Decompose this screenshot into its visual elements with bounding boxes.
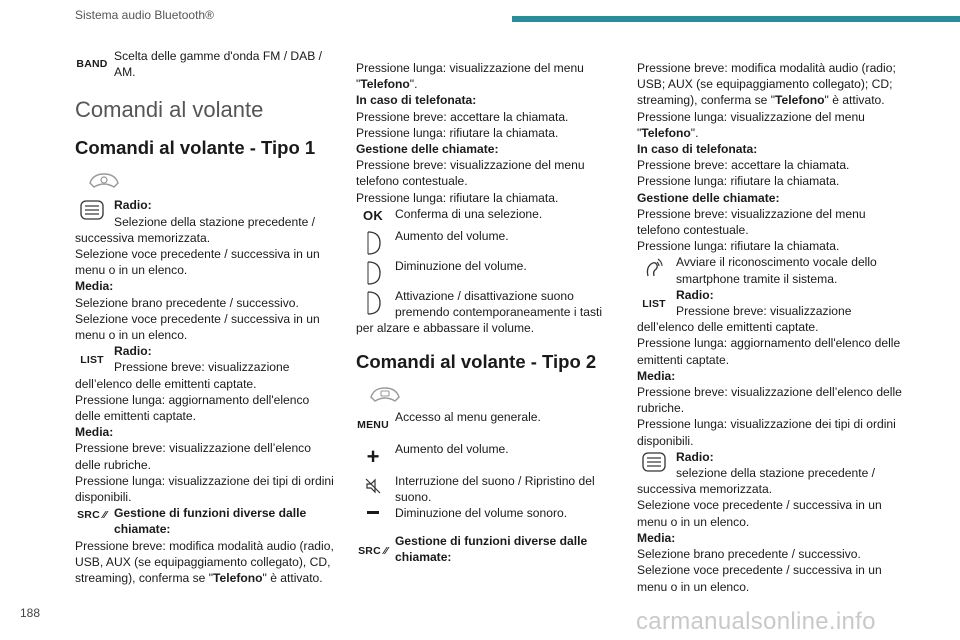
- paddle-mute-icon: [356, 288, 390, 318]
- volume-up-entry: Aumento del volume.: [356, 228, 618, 258]
- src-icon: SRC ⁄⁄: [358, 545, 388, 558]
- paddle-up-icon: [356, 228, 390, 258]
- src2-entry: SRC ⁄⁄ Gestione di funzioni diverse dalle chiamate:: [356, 533, 618, 565]
- volume-down-entry: Diminuzione del volume.: [356, 258, 618, 288]
- radio-entry: Radio: selezione della stazione precedente / successiva memorizzata. Selezione voce precedente / successiva in un menu o in un elenco. Media: Selezione brano precedente / successivo. Selezione voce precedente / successiva in un menu o in un elenco.: [637, 449, 882, 594]
- ok-entry: OK Conferma di una selezione.: [356, 206, 618, 222]
- section-title: Comandi al volante: [75, 97, 264, 123]
- list-icon: LIST: [642, 297, 666, 310]
- list-entry: LIST Radio: Pressione breve: visualizzazione dell’elenco delle emittenti captate. Pressione lunga: aggiornamento dell'elenco delle emittenti captate. Media: Pressione breve: visualizzazione dell’elenco delle rubriche. Pressione lunga: visualizzazione dei tipi di ordini disponibili.: [75, 344, 334, 505]
- column-3: Pressione breve: modifica modalità audio (radio; USB; AUX (se equipaggiamento collegato); CD; streaming), conferma se "Telefono" è attivato. Pressione lunga: visualizzazione del menu "Telefono". In caso di telefonata: Pressione breve: accettare la chiamata. Pressione lunga: rifiutare la chiamata. Gestione delle chiamate: Pressione breve: visualizzazione del menu telefono contestuale. Pressione lunga: rifiutare la chiamata. Avviare il riconoscimento vocale dello smartphone tramite il sistema. LIST Radio: Pressione breve: visualizzazione dell’elenco delle emittenti captate. Pressione lunga: aggiornamento dell'elenco delle emittenti captate. Media: Pressione breve: visualizzazione dell’elenco delle rubriche. Pressione lunga: visualizzazione dei tipi di ordini disponibili. Radio: selezione della stazione precedente / successiva memorizzata. Selezione voce precedente / successiva in un menu o in un elenco. Media: Selezione brano precedente / successivo. Selezione voce precedente / successiva in un menu o in un elenco.: [637, 61, 902, 594]
- mute2-entry: Interruzione del suono / Ripristino del suono.: [356, 473, 618, 505]
- menu-entry: MENU Accesso al menu generale.: [356, 409, 618, 441]
- ok-icon: OK: [363, 207, 383, 223]
- header-title: Sistema audio Bluetooth®: [75, 8, 214, 22]
- plus-icon: +: [366, 443, 380, 469]
- radio-entry: Radio: Selezione della stazione precedente / successiva memorizzata. Selezione voce precedente / successiva in un menu o in un elenco. Media: Selezione brano precedente / successivo. Selezione voce precedente / successiva in un menu o in un elenco.: [75, 198, 320, 343]
- mute-speaker-icon: [356, 477, 390, 495]
- thumbwheel-icon: [75, 199, 109, 221]
- src-entry: SRC ⁄⁄ Gestione di funzioni diverse dalle chiamate: Pressione breve: modifica modalità audio (radio, USB, AUX (se equipaggiamento collegato), CD, streaming), conferma se "Telefono" è attivato.: [75, 506, 334, 586]
- band-entry: [75, 48, 337, 80]
- header-accent-bar: [512, 16, 960, 22]
- mute-entry: Attivazione / disattivazione suono premendo contemporaneamente i tasti per alzare e abbassare il volume.: [356, 289, 603, 336]
- subtitle-type-2: Comandi al volante - Tipo 2: [356, 350, 597, 372]
- steering-control-type2-icon: [368, 383, 618, 405]
- list-entry: LIST Radio: Pressione breve: visualizzazione dell’elenco delle emittenti captate. Pressione lunga: aggiornamento dell'elenco delle emittenti captate. Media: Pressione breve: visualizzazione dell’elenco delle rubriche. Pressione lunga: visualizzazione dei tipi di ordini disponibili.: [637, 287, 902, 448]
- column-2: Pressione lunga: visualizzazione del menu "Telefono". In caso di telefonata: Pressione breve: accettare la chiamata. Pressione lunga: rifiutare la chiamata. Gestione delle chiamate: Pressione breve: visualizzazione del menu telefono contestuale. Pressione lunga: rifiutare la chiamata. OK Conferma di una selezione. Aumento del volume. Diminuzione del volume. Attivazione / disattivazione suono premendo contemporaneamente i tasti per alzare e abbassare il volume. Comandi al volante - Tipo 2 MENU Accesso al menu generale. + Aumento del volume. Interruzione del suono / Ripristino del suono. Diminuzione del volume sonoro. SRC ⁄⁄ Gestione di funzioni diverse dalle chiamate:: [356, 48, 618, 565]
- paddle-down-icon: [356, 258, 390, 288]
- page-number: 188: [20, 606, 41, 620]
- steering-control-type1-icon: [87, 169, 337, 191]
- thumbwheel-icon: [637, 451, 671, 473]
- menu-icon: MENU: [357, 418, 389, 431]
- minus-icon: [356, 511, 390, 514]
- watermark: carmanualsonline.info: [636, 608, 876, 635]
- voice-entry: Avviare il riconoscimento vocale dello smartphone tramite il sistema.: [637, 254, 902, 286]
- minus-entry: Diminuzione del volume sonoro.: [356, 505, 618, 533]
- list-icon: LIST: [80, 354, 104, 367]
- src-icon: SRC ⁄⁄: [77, 509, 107, 522]
- subtitle-type-1: Comandi al volante - Tipo 1: [75, 137, 316, 159]
- band-text: Scelta delle gamme d'onda FM / DAB / AM.: [114, 49, 322, 80]
- voice-recognition-icon: [637, 256, 671, 280]
- plus-entry: + Aumento del volume.: [356, 441, 618, 473]
- band-icon: BAND: [76, 58, 108, 70]
- column-1: [75, 48, 337, 586]
